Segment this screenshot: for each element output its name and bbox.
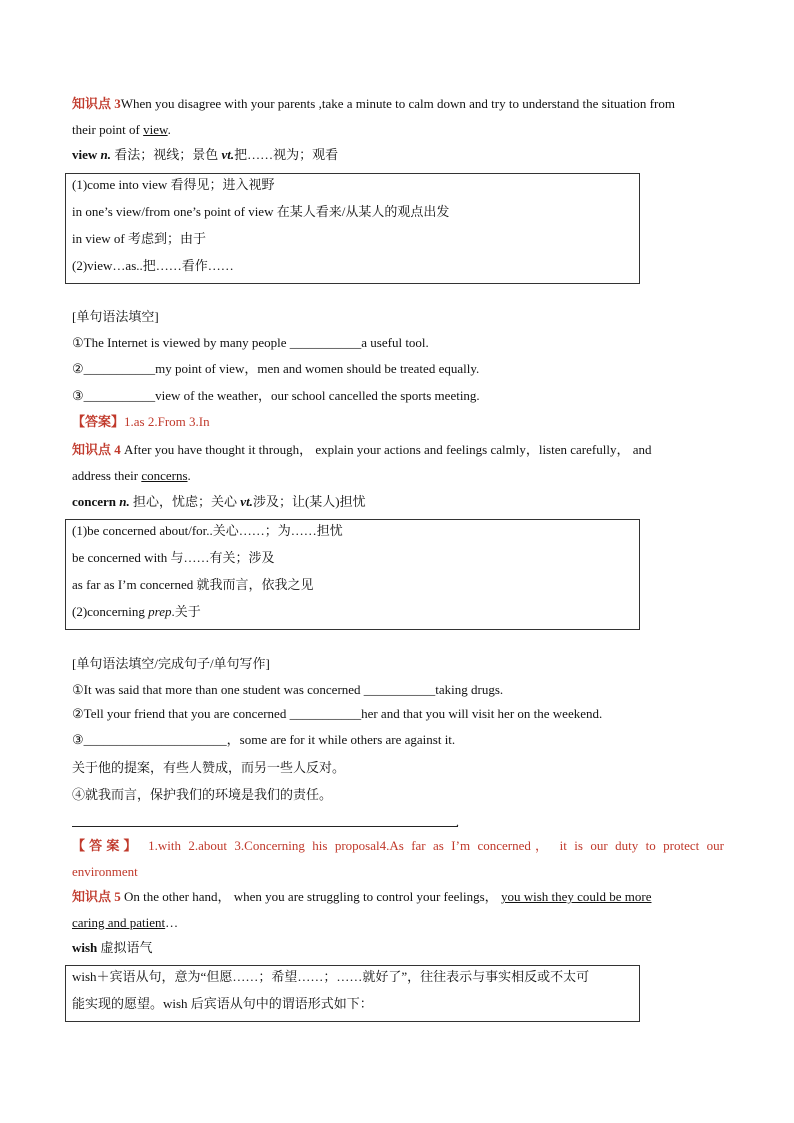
kp4-box-line-4-pos: prep <box>148 604 172 619</box>
kp3-question-2: ②___________my point of view，men and women should be treated equally. <box>72 361 480 376</box>
kp4-box-line-4-a: (2)concerning <box>72 604 149 619</box>
kp4-def-pos-verb: vt. <box>240 494 253 509</box>
kp4-box-line-1: (1)be concerned about/for..关心……；为……担忧 <box>72 523 343 538</box>
kp4-def-pos-noun: n. <box>119 494 130 509</box>
kp4-question-3-chinese: 关于他的提案，有些人赞成，而另一些人反对。 <box>72 760 346 775</box>
kp4-key-word: concerns <box>141 468 188 483</box>
kp3-phrase-box <box>65 173 640 284</box>
kp4-box-line-2: be concerned with 与……有关；涉及 <box>72 550 275 565</box>
kp4-answer-line2: environment <box>72 864 138 879</box>
kp5-definition <box>72 939 724 957</box>
kp4-sentence-cont: address their <box>72 468 142 483</box>
kp3-label: 知识点 3 <box>72 96 121 111</box>
kp3-question-3: ③___________view of the weather，our school cancelled the sports meeting. <box>72 388 480 403</box>
kp4-sentence-end: . <box>187 468 191 483</box>
kp4-answer-label: 【答案】 <box>72 838 141 853</box>
kp4-definition <box>72 493 724 511</box>
kp3-sentence-cont: their point of <box>72 122 144 137</box>
kp4-sentence-line2 <box>72 467 724 485</box>
kp4-question-3: ③______________________，some are for it while others are against it. <box>72 732 456 747</box>
kp4-def-verb-meaning: 涉及；让(某人)担忧 <box>252 494 366 509</box>
kp3-answer <box>72 413 724 431</box>
kp4-phrase-box <box>65 519 640 630</box>
kp3-def-pos-verb: vt. <box>221 147 235 162</box>
kp5-underlined-phrase: you wish they could be more <box>500 889 652 904</box>
kp5-underlined-phrase-cont: caring and patient <box>72 915 166 930</box>
kp5-box-line-1: wish＋宾语从句，意为“但愿……；希望……；……就好了”，往往表示与事实相反或不太可 <box>72 969 590 984</box>
kp4-question-4: ④就我而言，保护我们的环境是我们的责任。 <box>72 787 333 802</box>
kp3-box-line-3: in view of 考虑到；由于 <box>72 231 206 246</box>
kp3-sentence-line1 <box>72 95 724 113</box>
kp3-sentence-line2 <box>72 121 724 139</box>
kp3-box-line-4: (2)view…as..把……看作…… <box>72 258 234 273</box>
kp3-def-pos-noun: n. <box>100 147 112 162</box>
kp4-answer-blank-dot: . <box>456 815 459 829</box>
kp4-box-line-4-c: .关于 <box>171 604 201 619</box>
kp4-label: 知识点 4 <box>72 442 121 457</box>
kp3-def-noun-meaning: 看法；视线；景色 <box>111 147 222 162</box>
kp4-box-line-4 <box>72 603 201 621</box>
kp4-answer-blank-line <box>72 826 458 827</box>
kp5-sentence-line2 <box>72 914 724 932</box>
kp3-def-word: view <box>72 147 101 162</box>
kp3-exercise-title: [单句语法填空] <box>72 309 159 324</box>
kp4-sentence-line1 <box>72 441 724 459</box>
kp3-answer-text: 1.as 2.From 3.In <box>124 414 210 429</box>
kp5-def-word: wish <box>72 940 101 955</box>
kp3-answer-label: 【答案】 <box>72 414 125 429</box>
kp4-def-word: concern <box>72 494 120 509</box>
kp4-question-2: ②Tell your friend that you are concerned ___________her and that you will visit her on the weekend. <box>72 706 603 721</box>
kp5-label: 知识点 5 <box>72 889 121 904</box>
kp4-exercise-title: [单句语法填空/完成句子/单句写作] <box>72 656 270 671</box>
kp3-sentence-end: . <box>167 122 171 137</box>
kp3-def-verb-meaning: 把……视为；观看 <box>234 147 339 162</box>
kp5-def-meaning: 虚拟语气 <box>100 940 153 955</box>
kp3-box-line-2: in one’s view/from one’s point of view 在某人看来/从某人的观点出发 <box>72 204 450 219</box>
kp3-box-line-1: (1)come into view 看得见；进入视野 <box>72 177 275 192</box>
kp4-answer-line1 <box>72 837 724 855</box>
kp3-sentence-text: When you disagree with your parents ,take a minute to calm down and try to understand the situation from <box>120 96 675 111</box>
kp5-box-line-2: 能实现的愿望。wish 后宾语从句中的谓语形式如下： <box>72 996 373 1011</box>
kp4-answer-text: 1.with 2.about 3.Concerning his proposal4.As far as I’m concerned， it is our duty to protect our <box>140 838 724 853</box>
kp3-question-1: ①The Internet is viewed by many people ___________a useful tool. <box>72 335 429 350</box>
kp4-question-1: ①It was said that more than one student was concerned ___________taking drugs. <box>72 682 504 697</box>
kp5-sentence-line1 <box>72 888 724 906</box>
kp4-def-noun-meaning: 担心，忧虑；关心 <box>129 494 241 509</box>
kp3-key-word: view <box>143 122 168 137</box>
kp4-sentence-text: After you have thought it through， explain your actions and feelings calmly，listen carefully， and <box>120 442 652 457</box>
kp3-definition <box>72 146 724 164</box>
kp5-sentence-text: On the other hand， when you are struggling to control your feelings， <box>120 889 501 904</box>
kp5-grammar-box <box>65 965 640 1022</box>
kp5-sentence-end: … <box>165 915 179 930</box>
kp4-box-line-3: as far as I’m concerned 就我而言，依我之见 <box>72 577 314 592</box>
